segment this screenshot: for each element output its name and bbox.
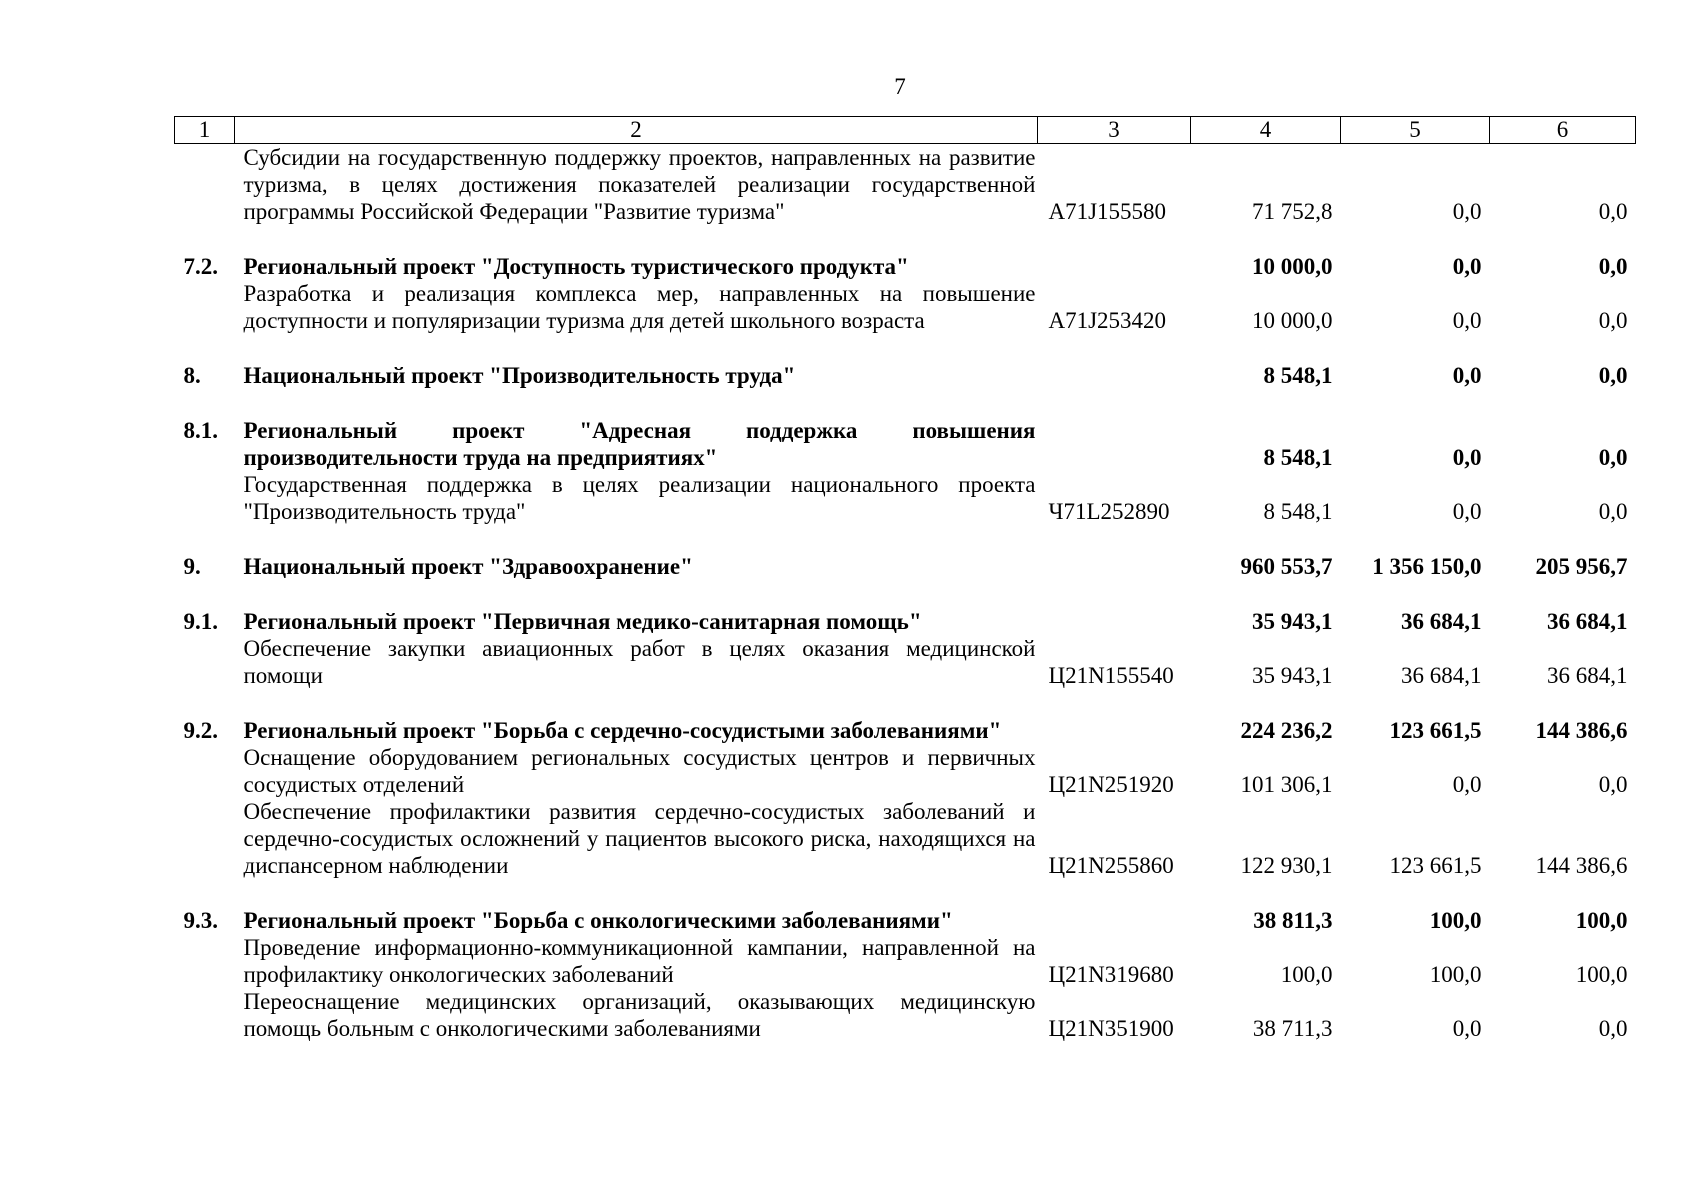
table-row	[175, 635, 1636, 689]
row-name: Национальный проект "Здравоохранение"	[243, 554, 693, 579]
row-code: Ц21N251920	[1048, 772, 1174, 797]
row-value-col4: 35 943,1	[1252, 663, 1333, 688]
spacer-row	[175, 389, 1636, 417]
row-value-col6: 0,0	[1598, 254, 1628, 279]
row-value-col4: 100,0	[1280, 962, 1333, 987]
section-row	[175, 608, 1636, 635]
row-value-col4: 224 236,2	[1240, 718, 1333, 743]
row-value-col6: 0,0	[1598, 363, 1628, 388]
row-value-col4: 8 548,1	[1263, 445, 1333, 470]
row-value-col6: 0,0	[1598, 308, 1628, 333]
row-value-col6: 144 386,6	[1535, 718, 1628, 743]
row-code	[1038, 362, 1191, 389]
row-name: Государственная поддержка в целях реализации национального проекта "Производительность труда"	[243, 472, 1036, 524]
row-name: Региональный проект "Борьба с сердечно-сосудистыми заболеваниями"	[243, 718, 1002, 743]
row-name: Национальный проект "Производительность труда"	[243, 363, 796, 388]
table-row	[175, 280, 1636, 334]
spacer-cell	[175, 389, 1636, 417]
budget-table	[174, 116, 1636, 1042]
table-row	[175, 471, 1636, 525]
row-value-col4: 10 000,0	[1252, 254, 1333, 279]
page-number: 7	[894, 74, 906, 99]
row-value-col6: 0,0	[1598, 772, 1628, 797]
row-value-col5: 0,0	[1452, 199, 1482, 224]
row-value-col6: 0,0	[1598, 1016, 1628, 1041]
table-row	[175, 934, 1636, 988]
row-name: Региональный проект "Первичная медико-санитарная помощь"	[243, 609, 922, 634]
row-code: Ц21N351900	[1048, 1016, 1174, 1041]
row-value-col5: 0,0	[1452, 499, 1482, 524]
section-row	[175, 717, 1636, 744]
row-name: Разработка и реализация комплекса мер, направленных на повышение доступности и популяризации туризма для детей школьного возраста	[243, 281, 1036, 333]
row-name: Переоснащение медицинских организаций, оказывающих медицинскую помощь больным с онкологическими заболеваниями	[243, 989, 1036, 1041]
spacer-cell	[175, 225, 1636, 253]
row-number	[175, 744, 235, 798]
row-value-col5: 100,0	[1429, 908, 1482, 933]
row-value-col5: 0,0	[1452, 363, 1482, 388]
row-value-col5: 36 684,1	[1401, 609, 1482, 634]
section-row	[175, 907, 1636, 934]
column-number-row	[175, 117, 1636, 144]
row-number	[175, 798, 235, 879]
row-code: А71J253420	[1048, 308, 1167, 333]
row-value-col5: 0,0	[1452, 308, 1482, 333]
row-value-col5: 0,0	[1452, 772, 1482, 797]
section-row	[175, 253, 1636, 280]
spacer-row	[175, 879, 1636, 907]
row-code: Ч71L252890	[1048, 499, 1170, 524]
row-number: 7.2.	[183, 254, 218, 279]
row-name: Проведение информационно-коммуникационной кампании, направленной на профилактику онкологических заболеваний	[243, 935, 1036, 987]
row-number: 8.	[183, 363, 201, 388]
row-value-col4: 71 752,8	[1252, 199, 1333, 224]
row-value-col4: 122 930,1	[1240, 853, 1333, 878]
column-header-4: 4	[1191, 117, 1341, 144]
row-value-col5: 0,0	[1452, 254, 1482, 279]
spacer-cell	[175, 580, 1636, 608]
row-name: Обеспечение профилактики развития сердечно-сосудистых заболеваний и сердечно-сосудистых осложнений у пациентов высокого риска, находящихся на диспансерном наблюдении	[243, 799, 1036, 878]
row-code: Ц21N319680	[1048, 962, 1174, 987]
spacer-row	[175, 334, 1636, 362]
row-code	[1038, 717, 1191, 744]
row-code	[1038, 553, 1191, 580]
spacer-row	[175, 225, 1636, 253]
section-row	[175, 417, 1636, 471]
table-body	[175, 144, 1636, 1043]
row-name: Субсидии на государственную поддержку проектов, направленных на развитие туризма, в целях достижения показателей реализации государственной программы Российской Федерации "Развитие туризма"	[243, 145, 1036, 224]
row-code: Ц21N255860	[1048, 853, 1174, 878]
row-name: Региональный проект "Доступность туристического продукта"	[243, 254, 909, 279]
table-row	[175, 744, 1636, 798]
row-value-col6: 0,0	[1598, 199, 1628, 224]
row-value-col6: 36 684,1	[1547, 609, 1628, 634]
row-value-col5: 123 661,5	[1389, 718, 1482, 743]
row-value-col5: 0,0	[1452, 445, 1482, 470]
row-value-col5: 1 356 150,0	[1372, 554, 1482, 579]
row-value-col4: 8 548,1	[1263, 499, 1333, 524]
row-name: Оснащение оборудованием региональных сосудистых центров и первичных сосудистых отделений	[243, 745, 1036, 797]
row-value-col6: 100,0	[1575, 908, 1628, 933]
row-code	[1038, 417, 1191, 471]
row-value-col6: 205 956,7	[1535, 554, 1628, 579]
spacer-row	[175, 525, 1636, 553]
column-header-5: 5	[1341, 117, 1490, 144]
row-value-col6: 0,0	[1598, 499, 1628, 524]
column-header-3: 3	[1038, 117, 1191, 144]
budget-table-container	[174, 116, 1635, 1042]
row-number: 9.	[183, 554, 201, 579]
row-number	[175, 471, 235, 525]
section-row	[175, 553, 1636, 580]
row-value-col4: 38 711,3	[1252, 1016, 1333, 1041]
row-value-col4: 35 943,1	[1252, 609, 1333, 634]
row-number: 9.1.	[183, 609, 218, 634]
row-value-col4: 960 553,7	[1240, 554, 1333, 579]
row-name: Региональный проект "Борьба с онкологическими заболеваниями"	[243, 908, 953, 933]
spacer-cell	[175, 525, 1636, 553]
row-number: 9.2.	[183, 718, 218, 743]
column-header-2: 2	[235, 117, 1038, 144]
spacer-cell	[175, 689, 1636, 717]
row-code: А71J155580	[1048, 199, 1167, 224]
row-code	[1038, 608, 1191, 635]
row-number	[175, 988, 235, 1042]
row-value-col6: 100,0	[1575, 962, 1628, 987]
column-header-1: 1	[175, 117, 235, 144]
table-row	[175, 144, 1636, 226]
row-value-col6: 144 386,6	[1535, 853, 1628, 878]
row-code	[1038, 253, 1191, 280]
row-value-col6: 36 684,1	[1547, 663, 1628, 688]
row-value-col4: 10 000,0	[1252, 308, 1333, 333]
row-value-col6: 0,0	[1598, 445, 1628, 470]
row-value-col4: 8 548,1	[1263, 363, 1333, 388]
row-value-col5: 0,0	[1452, 1016, 1482, 1041]
row-number	[175, 144, 235, 226]
row-number: 8.1.	[183, 418, 218, 443]
row-value-col4: 38 811,3	[1253, 908, 1333, 933]
section-row	[175, 362, 1636, 389]
spacer-cell	[175, 879, 1636, 907]
table-row	[175, 988, 1636, 1042]
row-value-col5: 123 661,5	[1389, 853, 1482, 878]
row-value-col5: 100,0	[1429, 962, 1482, 987]
table-row	[175, 798, 1636, 879]
spacer-cell	[175, 334, 1636, 362]
row-code: Ц21N155540	[1048, 663, 1174, 688]
row-number: 9.3.	[183, 908, 218, 933]
column-header-6: 6	[1490, 117, 1636, 144]
row-name: Региональный проект "Адресная поддержка повышения производительности труда на предприятиях"	[243, 418, 1036, 470]
spacer-row	[175, 580, 1636, 608]
row-number	[175, 934, 235, 988]
row-number	[175, 280, 235, 334]
table-header	[175, 117, 1636, 144]
row-number	[175, 635, 235, 689]
row-code	[1038, 907, 1191, 934]
row-value-col4: 101 306,1	[1240, 772, 1333, 797]
spacer-row	[175, 689, 1636, 717]
row-value-col5: 36 684,1	[1401, 663, 1482, 688]
row-name: Обеспечение закупки авиационных работ в целях оказания медицинской помощи	[243, 636, 1036, 688]
